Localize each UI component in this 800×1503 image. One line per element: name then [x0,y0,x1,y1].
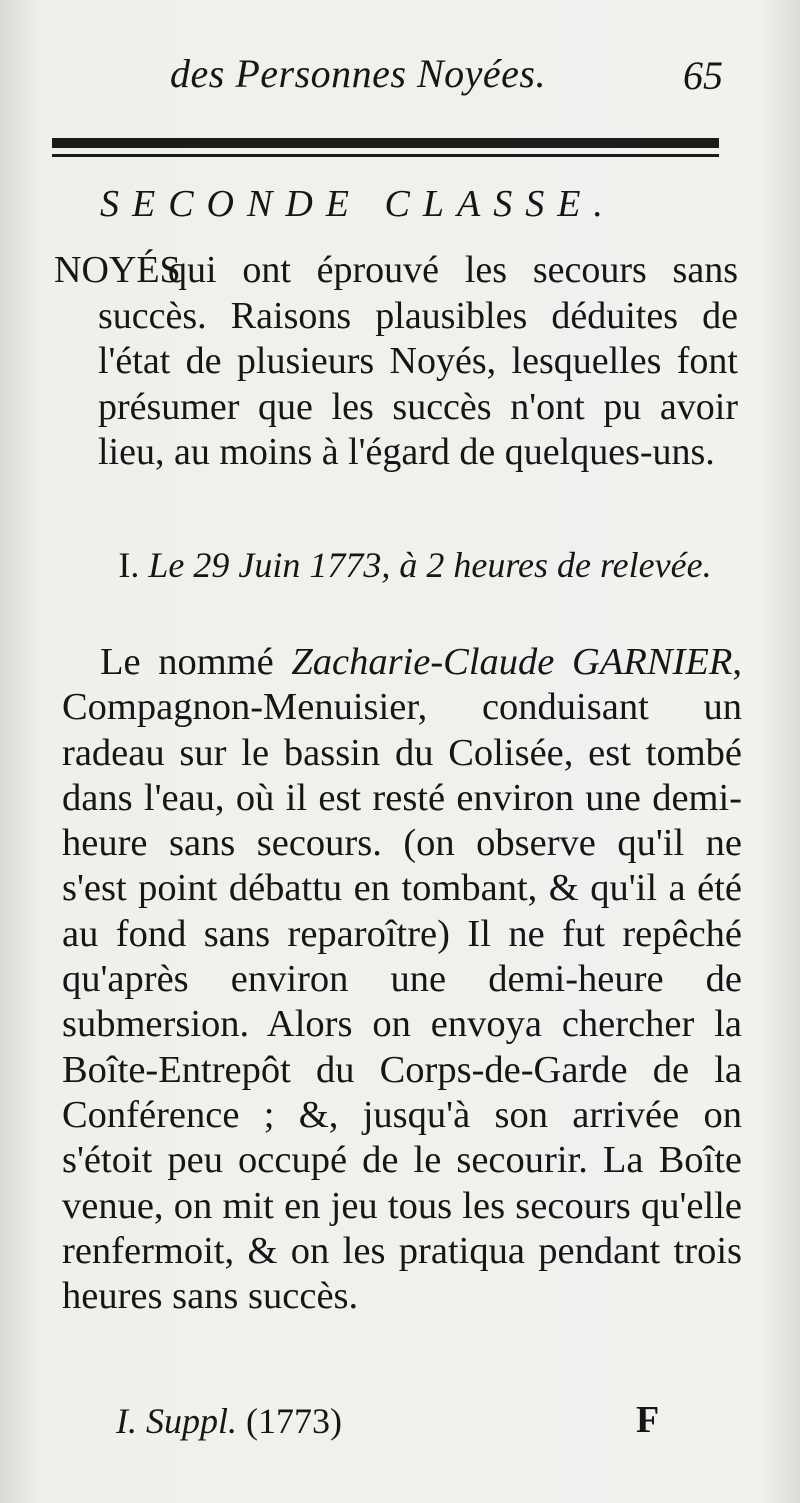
summary-text [98,248,738,476]
entry-number: I. [118,545,140,585]
entry-date: Le 29 Juin 1773, à 2 heures de relevée. [148,545,712,585]
signature-text: I. Suppl. [116,1401,237,1441]
section-summary [54,248,738,476]
entry-heading [115,543,715,588]
running-title: des Personnes Noyées. [170,51,546,96]
entry-paragraph [62,640,742,1319]
entry-person-name: Zacharie-Claude GARNIER [291,641,733,683]
section-title: SECONDE CLASSE. [100,183,616,225]
summary-lead-word: NOYÉS [54,249,181,291]
page-number: 65 [683,53,723,98]
entry-text-after-name: , Compagnon-Menuisier, conduisant un radeau sur le bassin du Colisée, est tombé dans l'eau, où il est resté environ une demi-heure sans secours. (on observe qu'il ne s'est point débattu en tombant, & qu'il a été au fond sans reparoître) Il ne fut repêché qu'après environ une demi-heure de submersion. Alors on envoya chercher la Boîte-Entrepôt du Corps-de-Garde de la Conférence ; &, jusqu'à son arrivée on s'étoit peu occupé de le secourir. La Boîte venue, on mit en jeu tous les secours qu'elle renfermoit, & on les pratiqua pendant trois heures sans succès. [62,641,742,1318]
printer-signature [116,1400,342,1442]
signature-mark: F [636,1399,660,1441]
summary-body: qui ont éprouvé les secours sans succès. Raisons plausibles déduites de l'état de plusieurs Noyés, lesquelles font présumer que les succès n'ont pu avoir lieu, au moins à l'égard de quelques-uns. [98,249,738,473]
header-rule-thin [52,154,719,157]
signature-year: (1773) [246,1401,342,1441]
header-rule-thick [52,138,719,148]
entry-text-before-name: Le nommé [100,641,274,683]
